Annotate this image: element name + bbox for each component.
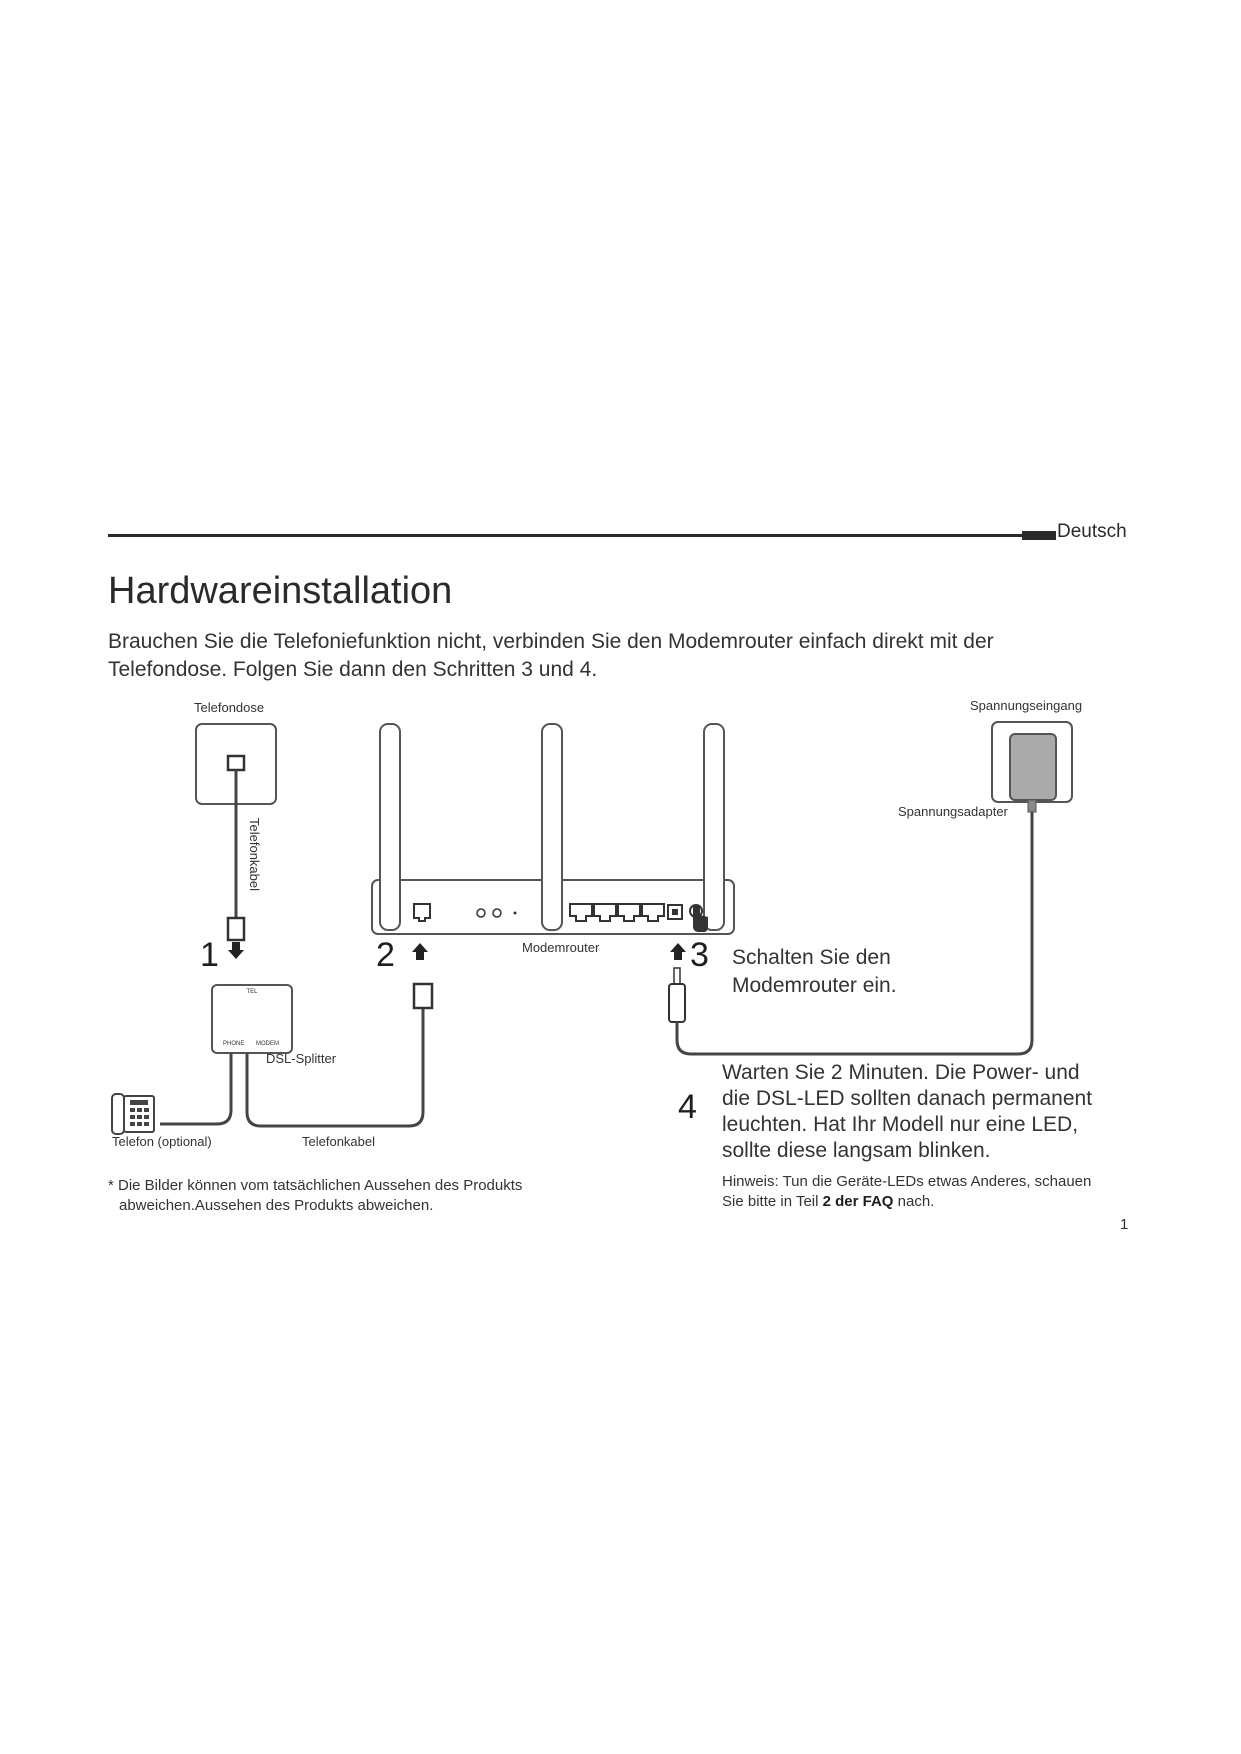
phone-cable-vertical-label: Telefonkabel — [247, 818, 262, 891]
intro-line-2: Telefondose. Folgen Sie dann den Schritten 3 und 4. — [108, 658, 598, 681]
power-adapter-label: Spannungsadapter — [898, 804, 1008, 819]
phone-socket-label: Telefondose — [194, 700, 265, 715]
phone-cable-label: Telefonkabel — [302, 1134, 375, 1149]
hint-note — [722, 1172, 1142, 1212]
image-disclaimer-footnote — [108, 1176, 628, 1216]
page-number: 1 — [1120, 1216, 1129, 1233]
hint-line-1: Hinweis: Tun die Geräte-LEDs etwas Anderes, schauen — [722, 1173, 1092, 1190]
telephone-icon — [112, 1094, 154, 1134]
step-4-line-3: leuchten. Hat Ihr Modell nur eine LED, — [722, 1113, 1079, 1136]
dsl-splitter-icon — [212, 985, 292, 1053]
modem-router-label: Modemrouter — [522, 940, 600, 955]
step-2-number: 2 — [376, 936, 395, 974]
language-label: Deutsch — [1057, 521, 1127, 542]
phone-cable-connector-1 — [228, 918, 244, 940]
splitter-phone-port-label: PHONE — [223, 1041, 245, 1047]
power-input-label: Spannungseingang — [970, 698, 1083, 713]
phone-optional-label: Telefon (optional) — [112, 1134, 212, 1149]
step-3-line-1: Schalten Sie den — [732, 946, 891, 969]
power-adapter-icon — [992, 722, 1072, 812]
faq-reference: 2 der FAQ — [822, 1193, 894, 1210]
hint-line-2-end: nach. — [893, 1193, 935, 1210]
step-3-line-2: Modemrouter ein. — [732, 974, 897, 997]
arrow-up-icon-step-3 — [670, 943, 686, 960]
modem-router-icon — [372, 724, 734, 934]
step-4-text — [722, 1060, 1142, 1164]
footnote-line-2: abweichen.Aussehen des Produkts abweichen. — [119, 1197, 434, 1214]
step-3-number: 3 — [690, 936, 709, 974]
step-4-line-2: die DSL-LED sollten danach permanent — [722, 1087, 1093, 1110]
arrow-up-icon — [412, 943, 428, 960]
step-4-line-4: sollte diese langsam blinken. — [722, 1139, 991, 1162]
step-1-number: 1 — [200, 936, 219, 974]
power-plug-icon — [669, 968, 685, 1022]
step-4-line-1: Warten Sie 2 Minuten. Die Power- und — [722, 1061, 1080, 1084]
step-3-text — [732, 944, 1032, 1000]
footnote-line-1: * Die Bilder können vom tatsächlichen Aussehen des Produkts — [108, 1177, 523, 1194]
hint-line-2-start: Sie bitte in Teil — [722, 1193, 823, 1210]
page-title: Hardwareinstallation — [108, 570, 453, 612]
intro-line-1: Brauchen Sie die Telefoniefunktion nicht, verbinden Sie den Modemrouter einfach direkt mit der — [108, 630, 994, 653]
arrow-down-icon — [228, 942, 244, 959]
dsl-splitter-label: DSL-Splitter — [266, 1051, 337, 1066]
splitter-modem-port-label: MODEM — [256, 1041, 279, 1047]
splitter-to-phone-cable — [160, 1053, 231, 1124]
phone-cable-connector-2 — [414, 984, 432, 1008]
splitter-top-port-label: TEL — [246, 989, 258, 995]
step-4-number: 4 — [678, 1088, 697, 1126]
